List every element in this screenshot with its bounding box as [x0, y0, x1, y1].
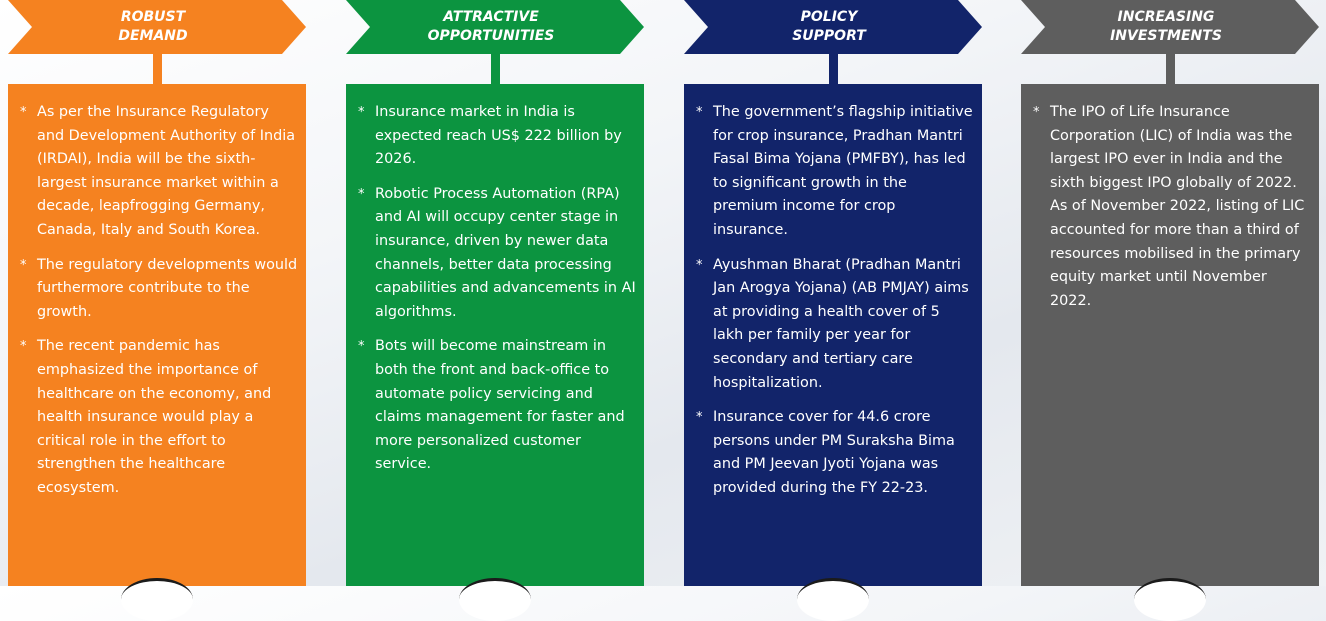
bullet-text: Ayushman Bharat (Pradhan Mantri Jan Arogya Yojana) (AB PMJAY) aims at providing a health cover of 5 lakh per family per year for secondary and tertiary care hospitalization. [713, 256, 969, 391]
bullet-text: Robotic Process Automation (RPA) and AI will occupy center stage in insurance, driven by newer data channels, better data processing capabilities and advancements in AI algorithms. [375, 185, 636, 320]
bullet-text: The IPO of Life Insurance Corporation (LIC) of India was the largest IPO ever in India and the sixth biggest IPO globally of 2022. As of November 2022, listing of LIC accounted for more than a third of resources mobilised in the primary equity market until November 2022. [1050, 104, 1305, 309]
column-header-banner [8, 0, 306, 54]
bullet-item [20, 101, 298, 243]
bullet-item [358, 101, 636, 172]
bottom-circle-decoration [797, 578, 869, 621]
bullet-text: The recent pandemic has emphasized the importance of healthcare on the economy, and health insurance would play a critical role in the effort to strengthen the healthcare ecosystem. [37, 338, 272, 496]
bullet-asterisk-icon: * [358, 186, 365, 202]
column-title: ROBUST DEMAND [118, 9, 188, 44]
column-body [346, 84, 644, 586]
bottom-circle-decoration [459, 578, 531, 621]
bullet-item [1033, 101, 1311, 313]
column-header-banner [1021, 0, 1319, 54]
column-robust-demand [8, 0, 306, 586]
bullet-item [20, 254, 298, 325]
connector-stem [829, 54, 838, 84]
column-body [684, 84, 982, 586]
bullet-asterisk-icon: * [358, 339, 365, 355]
column-body [8, 84, 306, 586]
bullet-asterisk-icon: * [696, 410, 703, 426]
connector-stem [491, 54, 500, 84]
bullet-asterisk-icon: * [696, 105, 703, 120]
bullet-text: As per the Insurance Regulatory and Development Authority of India (IRDAI), India will be the sixth-largest insurance market within a decade, leapfrogging Germany, Canada, Italy and South Korea. [37, 104, 296, 238]
bullet-text: Insurance cover for 44.6 crore persons under PM Suraksha Bima and PM Jeevan Jyoti Yojana was provided during the FY 22-23. [713, 409, 955, 496]
bullet-asterisk-icon: * [358, 105, 365, 120]
column-policy-support [684, 0, 982, 586]
bullet-item [358, 335, 636, 477]
bullet-item [696, 406, 974, 500]
bullet-item [20, 335, 298, 500]
column-title: POLICY SUPPORT [792, 9, 866, 44]
column-attractive-opportunities [346, 0, 644, 586]
column-increasing-investments [1021, 0, 1319, 586]
bullet-text: Insurance market in India is expected reach US$ 222 billion by 2026. [375, 104, 622, 168]
connector-stem [153, 54, 162, 84]
bullet-asterisk-icon: * [696, 257, 703, 273]
bottom-circle-decoration [1134, 578, 1206, 621]
column-header-banner [684, 0, 982, 54]
bullet-item [696, 254, 974, 396]
column-title: INCREASING INVESTMENTS [1110, 9, 1222, 44]
column-header-banner [346, 0, 644, 54]
bullet-item [696, 101, 974, 243]
bullet-text: The regulatory developments would furthermore contribute to the growth. [37, 256, 298, 320]
bullet-item [358, 183, 636, 325]
column-title: ATTRACTIVE OPPORTUNITIES [427, 9, 555, 44]
bullet-asterisk-icon: * [1033, 105, 1040, 120]
bullet-text: Bots will become mainstream in both the front and back-office to automate policy servicing and claims management for faster and more personalized customer service. [375, 338, 625, 473]
bullet-asterisk-icon: * [20, 257, 27, 273]
bullet-text: The government’s flagship initiative for crop insurance, Pradhan Mantri Fasal Bima Yojana (PMFBY), has led to significant growth in the premium income for crop insurance. [713, 104, 973, 238]
bullet-asterisk-icon: * [20, 339, 27, 355]
column-body [1021, 84, 1319, 586]
bottom-circle-decoration [121, 578, 193, 621]
connector-stem [1166, 54, 1175, 84]
bullet-asterisk-icon: * [20, 105, 27, 120]
